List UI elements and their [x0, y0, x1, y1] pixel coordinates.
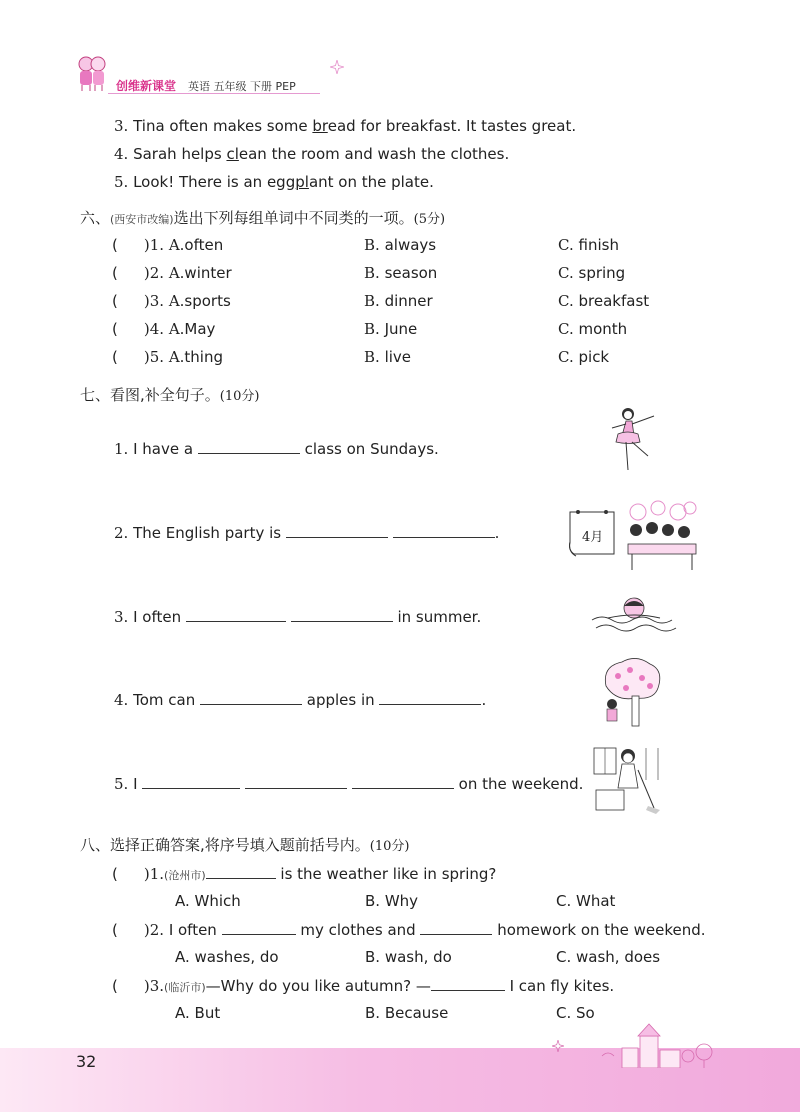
answer-blank[interactable] — [222, 920, 296, 935]
mc-question-3: ( )3.(临沂市)—Why do you like autumn? — I can fly kites. — [112, 977, 615, 995]
option-b: B. season — [364, 264, 438, 282]
castle-decoration-icon — [600, 1022, 730, 1068]
choice-row: ( )4. A.May — [112, 320, 216, 338]
answer-blank[interactable] — [200, 690, 302, 705]
answer-bracket[interactable]: ( — [112, 348, 118, 366]
option-c: C. wash, does — [556, 948, 661, 966]
page-number: 32 — [76, 1052, 97, 1071]
answer-blank[interactable] — [291, 607, 393, 622]
fill-sentence-1: 1. I have a class on Sundays. — [114, 440, 439, 458]
choice-row: ( )2. A.winter — [112, 264, 232, 282]
option-c: C. pick — [558, 348, 610, 366]
fill-sentence-5: 5. I on the weekend. — [114, 775, 584, 793]
fill-sentence-4: 4. Tom can apples in . — [114, 691, 487, 709]
answer-blank[interactable] — [420, 920, 492, 935]
answer-bracket[interactable]: ( — [112, 236, 118, 254]
choice-row: ( )1. A.often — [112, 236, 224, 254]
answer-bracket[interactable]: ( — [112, 292, 118, 310]
option-c: C. spring — [558, 264, 626, 282]
option-b: B. June — [364, 320, 418, 338]
option-a: A. But — [175, 1004, 221, 1022]
answer-blank[interactable] — [245, 774, 347, 789]
section-8-title: 八、选择正确答案,将序号填入题前括号内。(10分) — [80, 836, 410, 854]
fill-sentence-3: 3. I often in summer. — [114, 608, 482, 626]
answer-blank[interactable] — [379, 690, 481, 705]
list-item: 5. Look! There is an eggplant on the plate. — [114, 173, 434, 191]
answer-bracket[interactable]: ( — [112, 264, 118, 282]
option-a: A. washes, do — [175, 948, 279, 966]
option-a: A. Which — [175, 892, 241, 910]
answer-bracket[interactable]: ( — [112, 320, 118, 338]
option-b: B. dinner — [364, 292, 433, 310]
mc-question-2: ( )2. I often my clothes and homework on the weekend. — [112, 921, 706, 939]
brand-title: 创维新课堂 — [116, 79, 177, 93]
option-c: C. breakfast — [558, 292, 650, 310]
answer-bracket[interactable]: ( — [112, 865, 118, 883]
answer-blank[interactable] — [431, 976, 505, 991]
option-c: C. month — [558, 320, 628, 338]
star-sparkle-icon — [330, 60, 344, 74]
cartoon-kids-logo-icon — [72, 52, 112, 92]
answer-blank[interactable] — [198, 439, 300, 454]
choice-row: ( )3. A.sports — [112, 292, 231, 310]
section-7-title: 七、看图,补全句子。(10分) — [80, 386, 260, 404]
option-b: B. Why — [365, 892, 419, 910]
section-6-title: 六、(西安市改编)选出下列每组单词中不同类的一项。(5分) — [80, 209, 446, 227]
answer-blank[interactable] — [286, 523, 388, 538]
answer-blank[interactable] — [206, 864, 276, 879]
fill-sentence-2: 2. The English party is . — [114, 524, 500, 542]
ballet-dancer-picture — [604, 404, 664, 474]
list-item: 4. Sarah helps clean the room and wash the clothes. — [114, 145, 510, 163]
apple-tree-picture — [596, 656, 666, 728]
answer-blank[interactable] — [142, 774, 240, 789]
answer-bracket[interactable]: ( — [112, 921, 118, 939]
answer-blank[interactable] — [186, 607, 286, 622]
mc-question-1: ( )1.(沧州市) is the weather like in spring? — [112, 865, 497, 883]
option-b: B. always — [364, 236, 437, 254]
answer-blank[interactable] — [393, 523, 495, 538]
choice-row: ( )5. A.thing — [112, 348, 224, 366]
option-b: B. live — [364, 348, 412, 366]
option-b: B. wash, do — [365, 948, 452, 966]
option-c: C. What — [556, 892, 616, 910]
calendar-label: 4月 — [582, 530, 604, 545]
calendar-party-picture — [566, 498, 700, 574]
book-info: 英语 五年级 下册 PEP — [188, 80, 296, 93]
answer-blank[interactable] — [352, 774, 454, 789]
swimming-picture — [588, 590, 680, 640]
answer-bracket[interactable]: ( — [112, 977, 118, 995]
option-c: C. finish — [558, 236, 619, 254]
star-sparkle-icon — [552, 1040, 564, 1052]
option-b: B. Because — [365, 1004, 449, 1022]
housework-picture — [592, 744, 662, 816]
option-c: C. So — [556, 1004, 595, 1022]
list-item: 3. Tina often makes some bread for breakfast. It tastes great. — [114, 117, 577, 135]
